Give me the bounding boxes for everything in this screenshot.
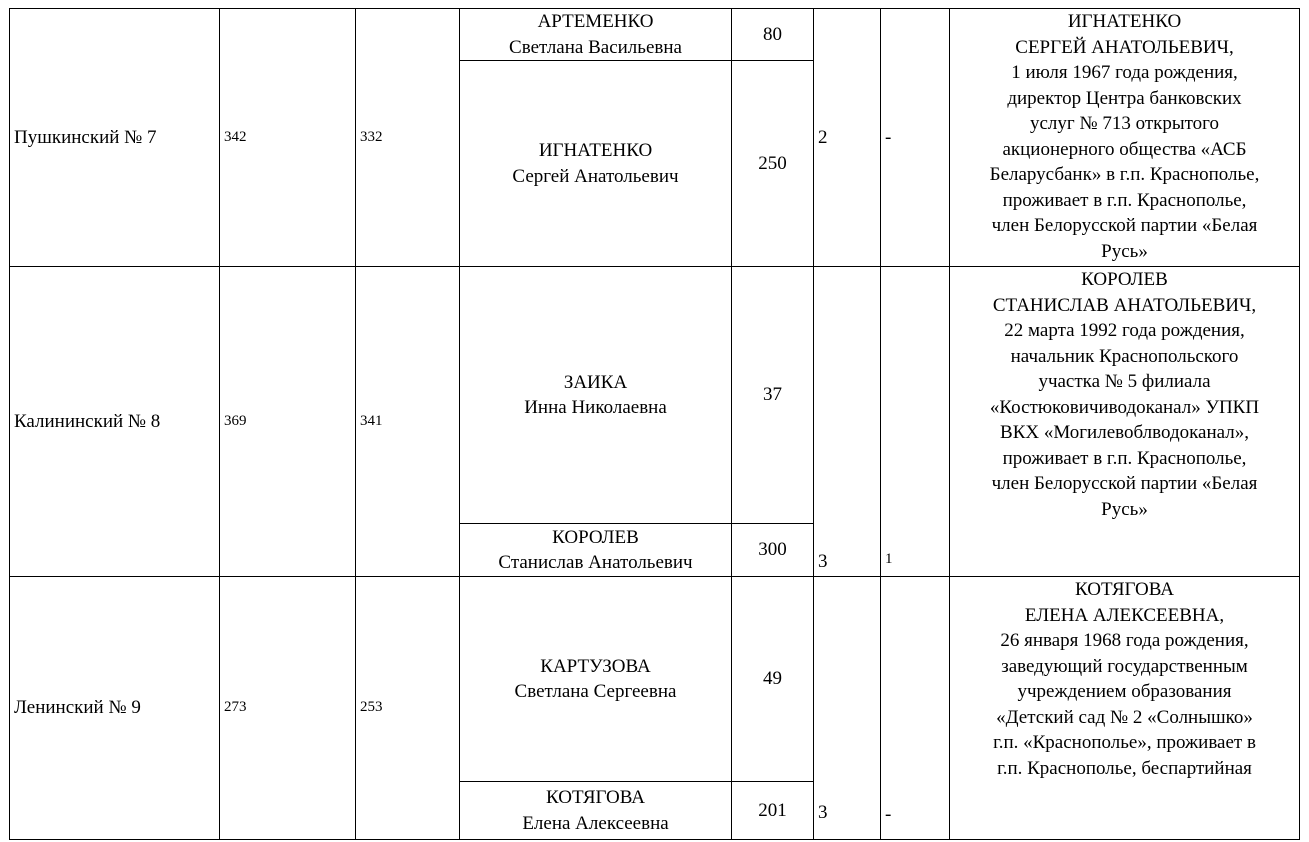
col-b-cell xyxy=(881,9,950,267)
candidate-name: Елена Алексеевна xyxy=(522,812,669,834)
candidate-cell xyxy=(460,267,732,524)
voters-total-cell xyxy=(220,9,356,267)
elected-line: акционерного общества «АСБ xyxy=(1002,138,1247,160)
district-name: Ленинский № 9 xyxy=(14,697,141,719)
elected-line: КОТЯГОВА xyxy=(1075,579,1174,600)
col-b-value: - xyxy=(885,803,892,825)
votes-cell xyxy=(732,782,814,840)
elected-line: Русь» xyxy=(1101,498,1148,520)
candidate-surname: ИГНАТЕНКО xyxy=(538,140,653,161)
col-a-value: 3 xyxy=(818,550,828,572)
candidate-cell xyxy=(460,61,732,267)
elected-description xyxy=(950,267,1300,577)
district-name: Калининский № 8 xyxy=(14,410,161,432)
elected-line: 26 января 1968 года рождения, xyxy=(1000,630,1249,651)
candidate-cell xyxy=(460,9,732,61)
elected-description xyxy=(950,9,1300,267)
candidate-name: Светлана Васильевна xyxy=(509,36,682,58)
candidate-name: Сергей Анатольевич xyxy=(512,165,679,187)
elected-line: Беларусбанк» в г.п. Краснополье, xyxy=(989,164,1260,185)
elected-line: проживает в г.п. Краснополье, xyxy=(1002,447,1247,469)
candidate-surname: КОТЯГОВА xyxy=(546,787,645,808)
candidate-cell xyxy=(460,782,732,840)
candidate-votes: 250 xyxy=(758,152,787,174)
col-a-cell xyxy=(814,577,881,840)
voters-total-cell xyxy=(220,267,356,577)
elected-line: член Белорусской партии «Белая xyxy=(991,473,1258,494)
voters-voted-cell xyxy=(356,9,460,267)
col-b-cell xyxy=(881,577,950,840)
elected-line: г.п. Краснополье, беспартийная xyxy=(997,757,1252,779)
elected-line: г.п. «Краснополье», проживает в xyxy=(993,732,1256,753)
elected-line: член Белорусской партии «Белая xyxy=(991,215,1258,236)
district-cell xyxy=(10,577,220,840)
candidate-name: Станислав Анатольевич xyxy=(498,552,693,573)
voters-total: 273 xyxy=(224,699,247,716)
elected-line: ИГНАТЕНКО xyxy=(1067,11,1182,32)
elected-line: ВКХ «Могилевоблводоканал», xyxy=(1000,422,1249,443)
col-a-value: 3 xyxy=(818,801,828,823)
elected-line: директор Центра банковских xyxy=(1007,87,1242,109)
votes-cell xyxy=(732,61,814,267)
votes-cell xyxy=(732,267,814,524)
district-cell xyxy=(10,9,220,267)
elected-line: СЕРГЕЙ АНАТОЛЬЕВИЧ, xyxy=(1015,36,1234,58)
voters-voted: 341 xyxy=(360,412,383,429)
votes-cell xyxy=(732,524,814,577)
voters-voted-cell xyxy=(356,267,460,577)
candidate-votes: 49 xyxy=(763,668,782,690)
elected-line: ЕЛЕНА АЛЕКСЕЕВНА, xyxy=(1024,604,1225,626)
col-b-value: - xyxy=(885,126,892,148)
elected-line: «Костюковичиводоканал» УПКП xyxy=(989,396,1260,418)
candidate-cell xyxy=(460,577,732,782)
votes-cell xyxy=(732,577,814,782)
candidate-surname: АРТЕМЕНКО xyxy=(537,11,654,32)
votes-cell xyxy=(732,9,814,61)
candidate-surname: КОРОЛЕВ xyxy=(552,526,639,548)
election-results-table xyxy=(9,8,1300,840)
col-b-cell xyxy=(881,267,950,577)
col-a-value: 2 xyxy=(818,126,828,148)
candidate-votes: 37 xyxy=(763,384,782,406)
district-cell xyxy=(10,267,220,577)
candidate-votes: 300 xyxy=(758,539,787,561)
candidate-name: Инна Николаевна xyxy=(524,397,667,418)
candidate-name: Светлана Сергеевна xyxy=(514,681,677,702)
candidate-votes: 201 xyxy=(758,799,787,821)
district-name: Пушкинский № 7 xyxy=(14,126,157,148)
elected-line: 22 марта 1992 года рождения, xyxy=(1004,320,1245,341)
elected-line: начальник Краснопольского xyxy=(1010,345,1239,367)
elected-line: 1 июля 1967 года рождения, xyxy=(1011,62,1238,83)
col-a-cell xyxy=(814,9,881,267)
elected-line: «Детский сад № 2 «Солнышко» xyxy=(996,706,1253,728)
elected-description xyxy=(950,577,1300,840)
candidate-surname: КАРТУЗОВА xyxy=(540,655,651,677)
elected-line: учреждением образования xyxy=(1017,681,1232,702)
candidate-votes: 80 xyxy=(763,23,782,45)
voters-total-cell xyxy=(220,577,356,840)
elected-line: КОРОЛЕВ xyxy=(1081,269,1168,290)
elected-line: услуг № 713 открытого xyxy=(1029,113,1219,134)
col-a-cell xyxy=(814,267,881,577)
elected-line: Русь» xyxy=(1101,240,1148,262)
voters-total: 369 xyxy=(224,412,247,429)
voters-voted: 332 xyxy=(360,128,383,145)
col-b-value: 1 xyxy=(885,550,893,567)
candidate-surname: ЗАИКА xyxy=(563,371,628,393)
elected-line: проживает в г.п. Краснополье, xyxy=(1002,189,1247,211)
elected-line: заведующий государственным xyxy=(1001,655,1248,677)
elected-line: СТАНИСЛАВ АНАТОЛЬЕВИЧ, xyxy=(992,294,1257,316)
candidate-cell xyxy=(460,524,732,577)
voters-voted-cell xyxy=(356,577,460,840)
voters-total: 342 xyxy=(224,128,247,145)
voters-voted: 253 xyxy=(360,699,383,716)
elected-line: участка № 5 филиала xyxy=(1038,371,1211,392)
